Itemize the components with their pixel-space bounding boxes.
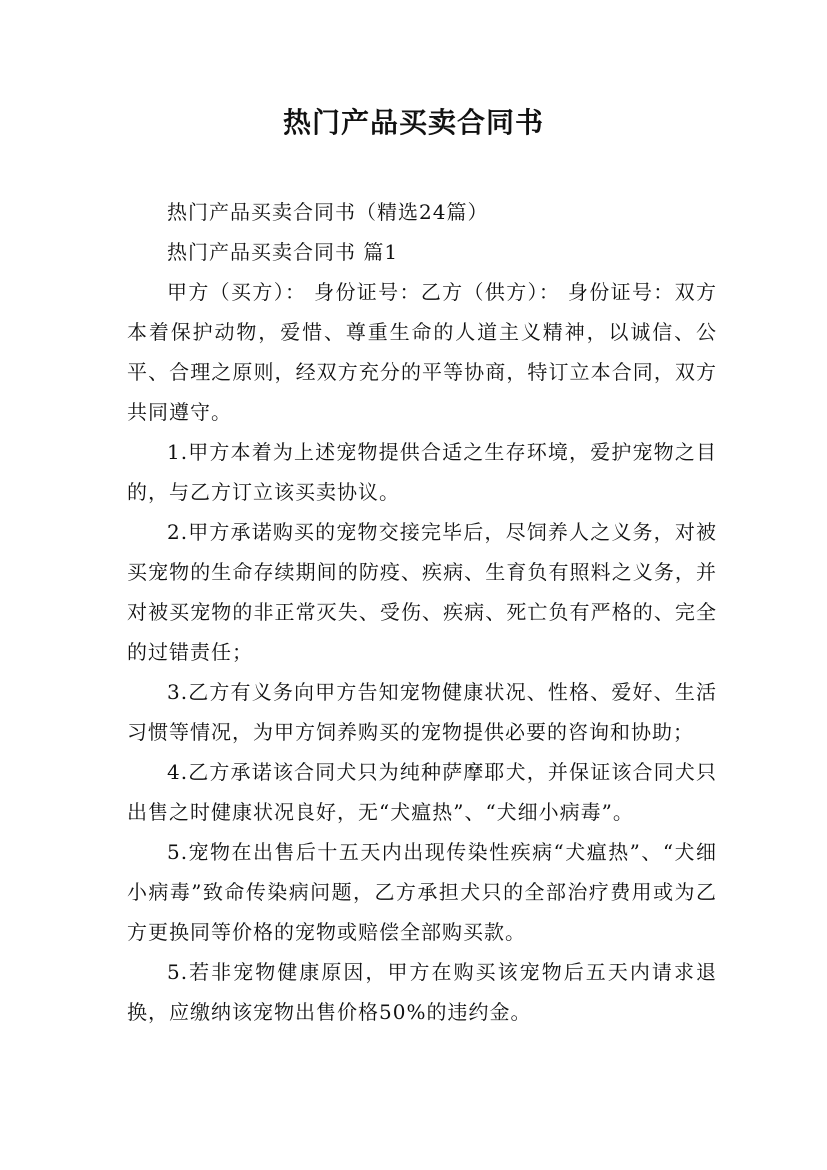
paragraph-parties: 甲方（买方）： 身份证号：乙方（供方）： 身份证号：双方本着保护动物，爱惜、尊重生命的人道主义精神，以诚信、公平、合理之原则，经双方充分的平等协商，特订立本合同，双方共同遵守。 bbox=[127, 280, 717, 424]
document-title: 热门产品买卖合同书 bbox=[282, 106, 544, 139]
paragraph-subtitle: 热门产品买卖合同书（精选24篇） bbox=[167, 200, 489, 224]
paragraph-clause-5b: 5.若非宠物健康原因，甲方在购买该宠物后五天内请求退换，应缴纳该宠物出售价格50%的违约金。 bbox=[127, 960, 717, 1024]
paragraph-clause-3: 3.乙方有义务向甲方告知宠物健康状况、性格、爱好、生活习惯等情况，为甲方饲养购买的宠物提供必要的咨询和协助； bbox=[127, 680, 717, 744]
paragraph-clause-5a: 5.宠物在出售后十五天内出现传染性疾病“犬瘟热”、“犬细小病毒”致命传染病问题，乙方承担犬只的全部治疗费用或为乙方更换同等价格的宠物或赔偿全部购买款。 bbox=[127, 840, 717, 944]
paragraph-clause-4: 4.乙方承诺该合同犬只为纯种萨摩耶犬，并保证该合同犬只出售之时健康状况良好，无“犬瘟热”、“犬细小病毒”。 bbox=[127, 760, 717, 824]
document-body bbox=[127, 192, 717, 1032]
paragraph-clause-2: 2.甲方承诺购买的宠物交接完毕后，尽饲养人之义务，对被买宠物的生命存续期间的防疫、疾病、生育负有照料之义务，并对被买宠物的非正常灭失、受伤、疾病、死亡负有严格的、完全的过错责任； bbox=[127, 520, 717, 664]
paragraph-clause-1: 1.甲方本着为上述宠物提供合适之生存环境，爱护宠物之目的，与乙方订立该买卖协议。 bbox=[127, 440, 717, 504]
paragraph-section-heading: 热门产品买卖合同书 篇1 bbox=[167, 240, 399, 264]
